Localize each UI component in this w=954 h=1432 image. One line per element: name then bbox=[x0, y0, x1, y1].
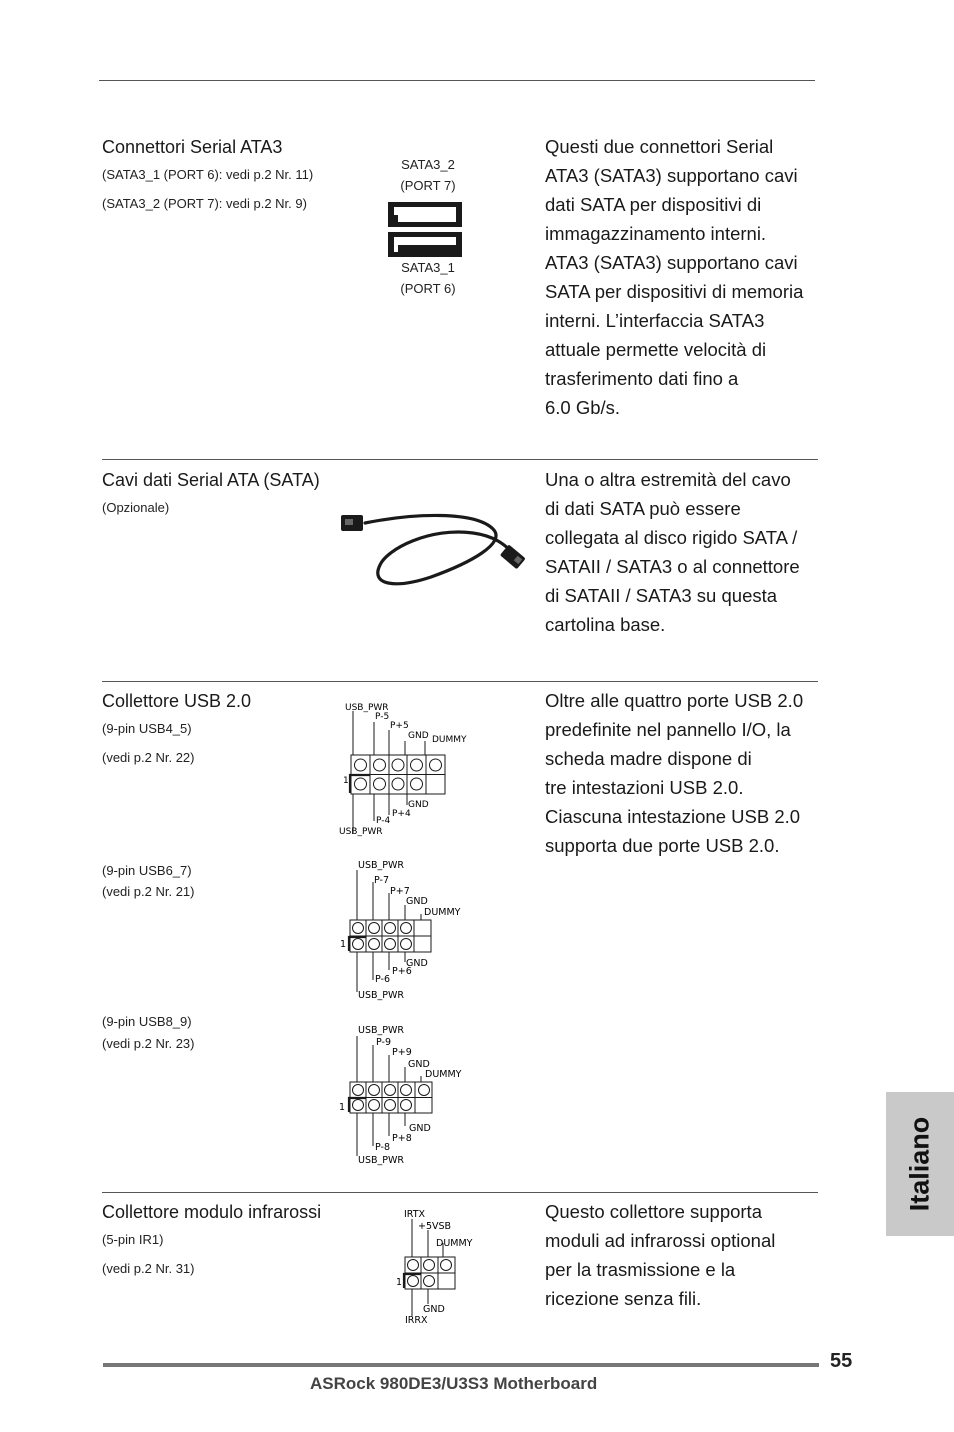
pin-1-label: 1 bbox=[339, 1102, 346, 1113]
sata3-1-connector-icon bbox=[388, 232, 462, 257]
pin-label: USB_PWR bbox=[339, 827, 383, 837]
sata3-connectors-diagram bbox=[386, 201, 466, 261]
ir1-header-diagram bbox=[395, 1206, 495, 1328]
section-divider bbox=[102, 1192, 818, 1193]
footer-rule bbox=[103, 1363, 819, 1367]
pin-label: P-7 bbox=[374, 875, 389, 886]
cable-desc-line: di SATAII / SATA3 su questa bbox=[545, 585, 778, 606]
sata3-desc-line: ATA3 (SATA3) supportano cavi bbox=[545, 252, 798, 273]
cable-title: Cavi dati Serial ATA (SATA) bbox=[102, 470, 320, 490]
sata3-desc-line: attuale permette velocità di bbox=[545, 339, 767, 360]
ir-desc-line: moduli ad infrarossi optional bbox=[545, 1230, 776, 1251]
pin-label: GND bbox=[408, 731, 429, 741]
pin-label: P-5 bbox=[375, 712, 390, 722]
pin-label: USB_PWR bbox=[358, 1025, 404, 1036]
cable-sub: (Opzionale) bbox=[102, 500, 170, 515]
sata3-desc-line: interni. L’interfaccia SATA3 bbox=[545, 310, 765, 331]
pin-1-label: 1 bbox=[340, 939, 347, 950]
pin-label: P+8 bbox=[392, 1133, 412, 1144]
ir-description bbox=[545, 1197, 775, 1313]
section-divider bbox=[102, 681, 818, 682]
ir-title: Collettore modulo infrarossi bbox=[102, 1202, 322, 1222]
pin-label: P+4 bbox=[392, 809, 411, 819]
language-side-tab bbox=[886, 1092, 954, 1236]
section-divider bbox=[102, 459, 818, 460]
usb-desc-line: predefinite nel pannello I/O, la bbox=[545, 719, 791, 740]
pin-label: USB_PWR bbox=[358, 990, 404, 1001]
pin-label: P-6 bbox=[375, 974, 390, 985]
page-number: 55 bbox=[830, 1350, 853, 1372]
ir-desc-line: Questo collettore supporta bbox=[545, 1201, 762, 1222]
pin-label: P+7 bbox=[390, 886, 410, 897]
ir-desc-line: ricezione senza fili. bbox=[545, 1288, 702, 1309]
sata3-sub-1: (SATA3_1 (PORT 6): vedi p.2 Nr. 11) bbox=[102, 167, 314, 182]
usb-desc-line: tre intestazioni USB 2.0. bbox=[545, 777, 744, 798]
sata3-desc-line: ATA3 (SATA3) supportano cavi bbox=[545, 165, 798, 186]
pin-label: GND bbox=[406, 958, 428, 969]
usb-h1-sub-2: (vedi p.2 Nr. 22) bbox=[102, 750, 195, 765]
pin-label: USB_PWR bbox=[358, 1155, 404, 1166]
pin-label: DUMMY bbox=[424, 907, 461, 918]
cable-desc-line: collegata al disco rigido SATA / bbox=[545, 527, 798, 548]
pin-label: GND bbox=[408, 1059, 430, 1070]
sata3-1-port: (PORT 6) bbox=[400, 281, 456, 296]
pin-label: P-4 bbox=[376, 816, 391, 826]
usb-desc-line: Oltre alle quattro porte USB 2.0 bbox=[545, 690, 804, 711]
pin-label: GND bbox=[408, 800, 429, 810]
sata3-2-label bbox=[383, 154, 473, 196]
footer-product-name: ASRock 980DE3/U3S3 Motherboard bbox=[310, 1374, 598, 1393]
pin-label: DUMMY bbox=[425, 1069, 462, 1080]
sata3-desc-line: immagazzinamento interni. bbox=[545, 223, 767, 244]
usb-h3-sub-2: (vedi p.2 Nr. 23) bbox=[102, 1036, 195, 1051]
pin-label: USB_PWR bbox=[358, 860, 404, 871]
sata3-sub-2: (SATA3_2 (PORT 7): vedi p.2 Nr. 9) bbox=[102, 196, 307, 211]
usb-description bbox=[545, 686, 803, 860]
pin-label: P+9 bbox=[392, 1047, 412, 1058]
pin-label: P+5 bbox=[390, 721, 409, 731]
sata3-2-connector-icon bbox=[388, 202, 462, 227]
usb8-9-header-diagram bbox=[336, 1022, 476, 1170]
usb-h2-sub-2: (vedi p.2 Nr. 21) bbox=[102, 884, 195, 899]
sata3-description bbox=[545, 132, 803, 422]
cable-description bbox=[545, 465, 800, 639]
sata3-2-name: SATA3_2 bbox=[401, 157, 455, 172]
usb-h1-sub-1: (9-pin USB4_5) bbox=[102, 721, 192, 736]
usb6-7-header-diagram bbox=[336, 856, 476, 1004]
sata3-title: Connettori Serial ATA3 bbox=[102, 137, 283, 157]
pin-label: GND bbox=[409, 1123, 431, 1134]
usb-h2-sub-1: (9-pin USB6_7) bbox=[102, 863, 192, 878]
pin-label: P-8 bbox=[375, 1142, 390, 1153]
pin-label: IRRX bbox=[405, 1315, 428, 1326]
pin-label: P+6 bbox=[392, 966, 412, 977]
side-tab-label: Italiano bbox=[904, 1116, 935, 1212]
pin-label: DUMMY bbox=[436, 1238, 473, 1249]
sata-cable-image bbox=[335, 505, 530, 595]
usb-desc-line: supporta due porte USB 2.0. bbox=[545, 835, 780, 856]
cable-desc-line: SATAII / SATA3 o al connettore bbox=[545, 556, 800, 577]
pin-label: USB_PWR bbox=[345, 703, 389, 713]
sata3-1-name: SATA3_1 bbox=[401, 260, 455, 275]
sata3-desc-line: 6.0 Gb/s. bbox=[545, 397, 621, 418]
cable-desc-line: cartolina base. bbox=[545, 614, 666, 635]
ir-sub-2: (vedi p.2 Nr. 31) bbox=[102, 1261, 195, 1276]
sata3-desc-line: Questi due connettori Serial bbox=[545, 136, 774, 157]
sata3-1-label bbox=[383, 257, 473, 299]
usb4-5-header-diagram bbox=[335, 697, 475, 839]
usb-desc-line: Ciascuna intestazione USB 2.0 bbox=[545, 806, 801, 827]
pin-1-label: 1 bbox=[396, 1277, 403, 1288]
sata3-desc-line: trasferimento dati fino a bbox=[545, 368, 739, 389]
sata3-desc-line: dati SATA per dispositivi di bbox=[545, 194, 762, 215]
usb-desc-line: scheda madre dispone di bbox=[545, 748, 752, 769]
pin-label: GND bbox=[423, 1304, 445, 1315]
pin-label: GND bbox=[406, 896, 428, 907]
pin-label: DUMMY bbox=[432, 735, 467, 745]
pin-label: IRTX bbox=[404, 1209, 426, 1220]
sata3-desc-line: SATA per dispositivi di memoria bbox=[545, 281, 804, 302]
pin-label: P-9 bbox=[376, 1037, 391, 1048]
usb-h3-sub-1: (9-pin USB8_9) bbox=[102, 1014, 192, 1029]
cable-desc-line: Una o altra estremità del cavo bbox=[545, 469, 791, 490]
pin-label: +5VSB bbox=[418, 1221, 452, 1232]
top-rule bbox=[99, 80, 815, 81]
sata3-2-port: (PORT 7) bbox=[400, 178, 456, 193]
cable-desc-line: di dati SATA può essere bbox=[545, 498, 741, 519]
cable-plug-right bbox=[500, 544, 526, 569]
usb-title: Collettore USB 2.0 bbox=[102, 691, 252, 711]
pin-1-label: 1 bbox=[343, 776, 349, 786]
ir-sub-1: (5-pin IR1) bbox=[102, 1232, 164, 1247]
ir-desc-line: per la trasmissione e la bbox=[545, 1259, 736, 1280]
